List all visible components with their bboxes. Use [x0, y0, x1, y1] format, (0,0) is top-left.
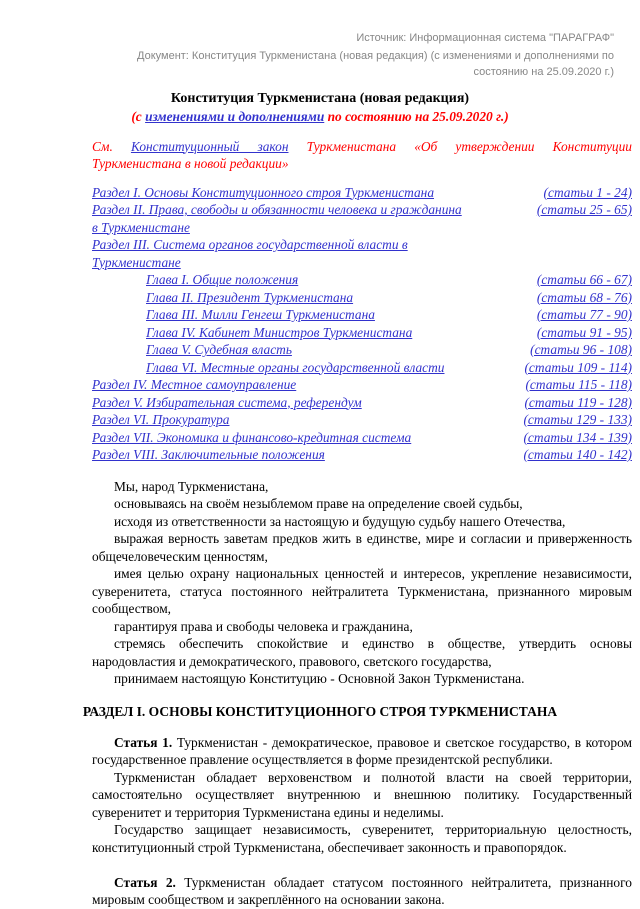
preamble-paragraph: выражая верность заветам предков жить в единстве, мире и согласии и приверженность общечеловеческим ценностям,: [92, 531, 632, 564]
toc-range-razdel-2[interactable]: (статьи 25 - 65): [536, 202, 632, 217]
toc-range-razdel-1[interactable]: (статьи 1 - 24): [543, 184, 632, 200]
toc-range-razdel-8[interactable]: (статьи 140 - 142): [523, 447, 632, 462]
toc-row: [92, 289, 632, 307]
see-also-suffix: Туркменистана «Об утверждении Конституции Туркменистана в новой редакции»: [92, 138, 632, 171]
preamble-paragraph: стремясь обеспечить спокойствие и единство в обществе, утвердить основы народовластия и демократического, правового, светского государства,: [92, 636, 632, 669]
article-1-paragraph: Государство защищает независимость, суверенитет, территориальную целостность, конституционный строй Туркменистана, обеспечивает законность и правопорядок.: [92, 822, 632, 855]
preamble-paragraph: основываясь на своём незыблемом праве на определение своей судьбы,: [114, 496, 523, 511]
toc-range-razdel-6[interactable]: (статьи 129 - 133): [523, 412, 632, 427]
toc-range-razdel-7[interactable]: (статьи 134 - 139): [523, 429, 632, 445]
source-line: Источник: Информационная система "ПАРАГРАФ": [356, 32, 614, 44]
preamble: [92, 478, 632, 688]
toc-row: [92, 411, 632, 429]
toc-row: [92, 236, 632, 271]
toc-range-glava-4[interactable]: (статьи 91 - 95): [536, 324, 632, 340]
toc-link-razdel-3[interactable]: Раздел III. Система органов государственной власти в Туркменистане: [92, 237, 408, 270]
toc-row: [92, 306, 632, 324]
preamble-paragraph: исходя из ответственности за настоящую и будущую судьбу нашего Отечества,: [114, 513, 566, 529]
subtitle-prefix: (с: [131, 108, 146, 124]
toc-range-glava-3[interactable]: (статьи 77 - 90): [536, 307, 632, 322]
document-subtitle: [0, 108, 640, 126]
document-line: Документ: Конституция Туркменистана (новая редакция) (с изменениями и дополнениями по состоянию на 25.09.2020 г.): [137, 49, 614, 78]
see-also-note: [92, 138, 632, 173]
table-of-contents: [92, 184, 632, 464]
document-meta: [0, 30, 640, 81]
preamble-paragraph: принимаем настоящую Конституцию - Основной Закон Туркменистана.: [114, 671, 525, 686]
toc-row: [92, 446, 632, 464]
toc-row: [92, 184, 632, 202]
toc-link-razdel-7[interactable]: Раздел VII. Экономика и финансово-кредитная система: [92, 429, 412, 445]
toc-link-razdel-8[interactable]: Раздел VIII. Заключительные положения: [92, 447, 325, 462]
toc-row: [92, 359, 632, 377]
toc-range-glava-6[interactable]: (статьи 109 - 114): [524, 359, 632, 375]
toc-link-glava-5[interactable]: Глава V. Судебная власть: [146, 342, 292, 357]
toc-row: [92, 376, 632, 394]
preamble-paragraph: имея целью охрану национальных ценностей и интересов, укрепление независимости, суверенитета, статуса постоянного нейтралитета Туркменистана, признанного мировым сообществом,: [92, 566, 632, 616]
article-2-paragraph: [92, 874, 632, 909]
toc-range-razdel-5[interactable]: (статьи 119 - 128): [524, 394, 632, 410]
document-body-top: [0, 138, 640, 688]
toc-range-glava-5[interactable]: (статьи 96 - 108): [530, 342, 632, 357]
preamble-paragraph: Мы, народ Туркменистана,: [114, 478, 269, 494]
toc-row: [92, 394, 632, 412]
toc-link-glava-1[interactable]: Глава I. Общие положения: [146, 272, 299, 287]
toc-row: [92, 324, 632, 342]
article-1-paragraph: Туркменистан обладает верховенством и полнотой власти на своей территории, самостоятельно осуществляет внутреннюю и внешнюю политику. Государственный суверенитет и территория Туркменистана едины и неделимы.: [92, 769, 632, 820]
article-1-text: Туркменистан - демократическое, правовое и светское государство, в котором государственное правление осуществляется в форме президентской республики.: [92, 734, 632, 767]
toc-row: [92, 429, 632, 447]
toc-row: [92, 271, 632, 289]
toc-link-razdel-2[interactable]: Раздел II. Права, свободы и обязанности человека и гражданина в Туркменистане: [92, 202, 462, 235]
toc-link-glava-4[interactable]: Глава IV. Кабинет Министров Туркменистана: [146, 324, 413, 340]
section-1-body: [0, 734, 640, 909]
toc-link-glava-3[interactable]: Глава III. Милли Генгеш Туркменистана: [146, 307, 375, 322]
see-also-prefix: См.: [92, 138, 131, 154]
article-1-paragraph: [92, 734, 632, 769]
section-1-heading: РАЗДЕЛ I. ОСНОВЫ КОНСТИТУЦИОННОГО СТРОЯ ТУРКМЕНИСТАНА: [82, 703, 558, 719]
article-2-text: Туркменистан обладает статусом постоянного нейтралитета, признанного мировым сообществом и закреплённого на основании закона.: [92, 874, 632, 907]
preamble-paragraph: гарантируя права и свободы человека и гражданина,: [114, 618, 413, 634]
article-2-label: Статья 2.: [114, 874, 176, 890]
article-1-label: Статья 1.: [114, 734, 173, 750]
toc-link-razdel-5[interactable]: Раздел V. Избирательная система, референдум: [92, 394, 362, 410]
constitutional-law-link[interactable]: Конституционный закон: [130, 138, 289, 154]
page-title: Конституция Туркменистана (новая редакция): [170, 90, 470, 106]
toc-row: [92, 341, 632, 359]
toc-range-glava-1[interactable]: (статьи 66 - 67): [536, 272, 632, 287]
subtitle-suffix: по состоянию на 25.09.2020 г.): [324, 108, 509, 124]
toc-link-razdel-4[interactable]: Раздел IV. Местное самоуправление: [92, 377, 297, 392]
toc-link-glava-2[interactable]: Глава II. Президент Туркменистана: [146, 289, 354, 305]
toc-link-razdel-6[interactable]: Раздел VI. Прокуратура: [92, 412, 230, 427]
amendments-link[interactable]: изменениями и дополнениями: [145, 108, 325, 124]
toc-range-glava-2[interactable]: (статьи 68 - 76): [536, 289, 632, 305]
toc-link-razdel-1[interactable]: Раздел I. Основы Конституционного строя Туркменистана: [92, 184, 435, 200]
toc-range-razdel-4[interactable]: (статьи 115 - 118): [525, 377, 632, 392]
toc-link-glava-6[interactable]: Глава VI. Местные органы государственной власти: [146, 359, 445, 375]
toc-row: [92, 201, 632, 236]
